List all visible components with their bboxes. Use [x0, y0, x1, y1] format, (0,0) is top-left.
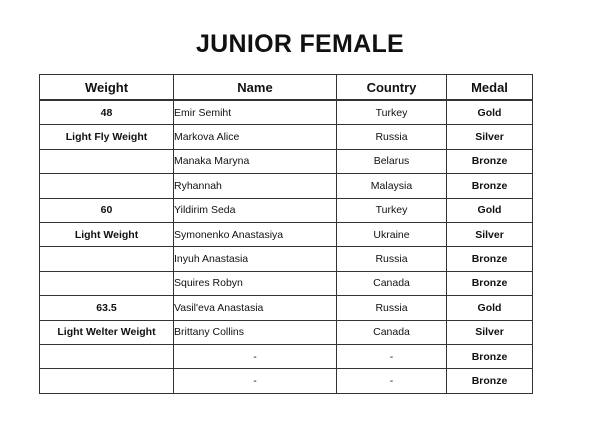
name-cell: Brittany Collins — [174, 320, 337, 344]
medal-cell: Gold — [447, 100, 533, 125]
name-cell: - — [174, 369, 337, 393]
medal-cell: Silver — [447, 320, 533, 344]
table-row — [40, 198, 533, 222]
name-cell: Inyuh Anastasia — [174, 247, 337, 271]
country-cell: Russia — [337, 125, 447, 149]
country-cell: - — [337, 344, 447, 368]
medal-cell: Bronze — [447, 174, 533, 198]
country-cell: - — [337, 369, 447, 393]
country-cell: Russia — [337, 296, 447, 320]
name-cell: Symonenko Anastasiya — [174, 222, 337, 246]
weight-cell: Light Fly Weight — [40, 125, 174, 149]
medal-cell: Bronze — [447, 344, 533, 368]
name-cell: Emir Semiht — [174, 100, 337, 125]
medal-cell: Gold — [447, 296, 533, 320]
table-row — [40, 247, 533, 271]
table-row — [40, 296, 533, 320]
header-name: Name — [174, 75, 337, 101]
medal-cell: Silver — [447, 125, 533, 149]
country-cell: Turkey — [337, 198, 447, 222]
country-cell: Malaysia — [337, 174, 447, 198]
medal-cell: Bronze — [447, 149, 533, 173]
table-row — [40, 369, 533, 393]
header-row — [40, 75, 533, 101]
table-row — [40, 174, 533, 198]
table-row — [40, 100, 533, 125]
table-row — [40, 222, 533, 246]
header-weight: Weight — [40, 75, 174, 101]
weight-cell: 63.5 — [40, 296, 174, 320]
weight-cell — [40, 344, 174, 368]
weight-cell — [40, 369, 174, 393]
name-cell: Manaka Maryna — [174, 149, 337, 173]
header-country: Country — [337, 75, 447, 101]
weight-cell: 48 — [40, 100, 174, 125]
header-medal: Medal — [447, 75, 533, 101]
name-cell: Squires Robyn — [174, 271, 337, 295]
country-cell: Canada — [337, 271, 447, 295]
name-cell: - — [174, 344, 337, 368]
weight-cell: Light Weight — [40, 222, 174, 246]
table-row — [40, 149, 533, 173]
medal-cell: Bronze — [447, 271, 533, 295]
table-row — [40, 125, 533, 149]
weight-cell — [40, 271, 174, 295]
weight-cell — [40, 174, 174, 198]
weight-cell: 60 — [40, 198, 174, 222]
table-row — [40, 271, 533, 295]
medal-cell: Bronze — [447, 247, 533, 271]
country-cell: Russia — [337, 247, 447, 271]
table-row — [40, 320, 533, 344]
name-cell: Yildirim Seda — [174, 198, 337, 222]
country-cell: Ukraine — [337, 222, 447, 246]
medal-cell: Gold — [447, 198, 533, 222]
medal-cell: Bronze — [447, 369, 533, 393]
page-title: JUNIOR FEMALE — [195, 30, 405, 58]
weight-cell: Light Welter Weight — [40, 320, 174, 344]
weight-cell — [40, 247, 174, 271]
table-row — [40, 344, 533, 368]
country-cell: Belarus — [337, 149, 447, 173]
country-cell: Turkey — [337, 100, 447, 125]
results-table — [39, 74, 533, 394]
name-cell: Vasil'eva Anastasia — [174, 296, 337, 320]
name-cell: Markova Alice — [174, 125, 337, 149]
name-cell: Ryhannah — [174, 174, 337, 198]
weight-cell — [40, 149, 174, 173]
medal-cell: Silver — [447, 222, 533, 246]
country-cell: Canada — [337, 320, 447, 344]
